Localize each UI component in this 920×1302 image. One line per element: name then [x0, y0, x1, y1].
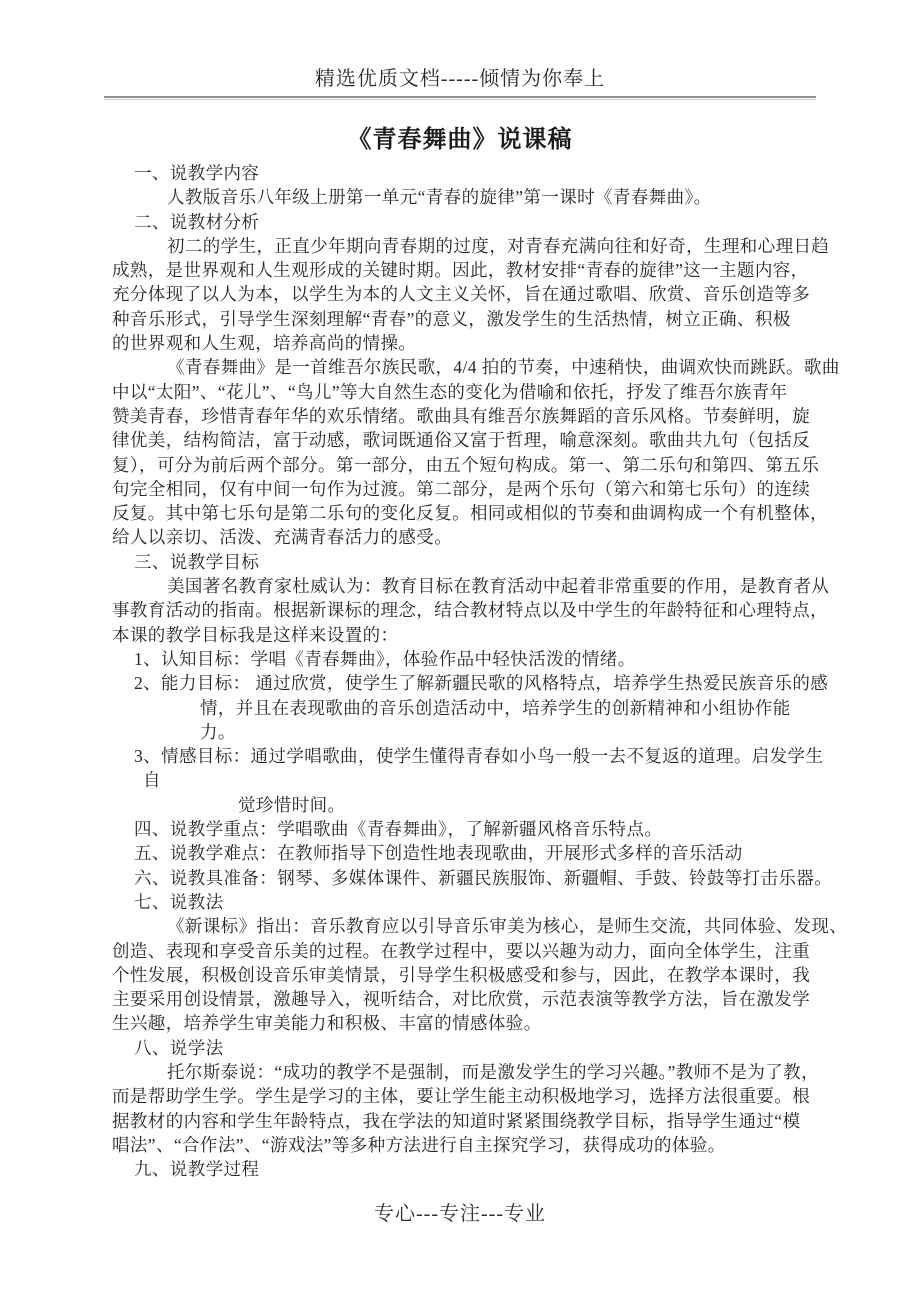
- document-line: 力。: [200, 721, 236, 742]
- document-line: 六、说教具准备：钢琴、多媒体课件、新疆民族服饰、新疆帽、手鼓、铃鼓等打击乐器。: [134, 867, 833, 888]
- document-line: 3、情感目标：通过学唱歌曲，使学生懂得青春如小鸟一般一去不复返的道理。启发学生: [134, 746, 824, 767]
- document-line: 充分体现了以人为本，以学生为本的人文主义关怀，旨在通过歌唱、欣赏、音乐创造等多: [112, 284, 811, 305]
- document-line: 情，并且在表现歌曲的音乐创造活动中，培养学生的创新精神和小组协作能: [200, 697, 791, 718]
- document-line: 律优美，结构简洁，富于动感，歌词既通俗又富于哲理，喻意深刻。歌曲共九句（包括反: [112, 430, 811, 451]
- document-line: 个性发展，积极创设音乐审美情景，引导学生积极感受和参与，因此，在教学本课时，我: [112, 964, 811, 985]
- document-line: 二、说教材分析: [134, 211, 260, 232]
- document-line: 三、说教学目标: [134, 551, 260, 572]
- document-line: 初二的学生，正直少年期向青春期的过度，对青春充满向往和好奇，生理和心理日趋: [167, 235, 830, 256]
- document-line: 主要采用创设情景，激趣导入，视听结合，对比欣赏，示范表演等教学方法，旨在激发学: [112, 989, 811, 1010]
- document-body: [112, 161, 848, 1181]
- document-line: 种音乐形式，引导学生深刻理解“青春”的意义，激发学生的生活热情，树立正确、积极: [112, 308, 791, 329]
- document-line: 反复。其中第七乐句是第二乐句的变化反复。相同或相似的节奏和曲调构成一个有机整体，: [112, 503, 828, 524]
- document-line: 1、认知目标：学唱《青春舞曲》，体验作品中轻快活泼的情绪。: [134, 648, 636, 669]
- document-line: 四、说教学重点：学唱歌曲《青春舞曲》，了解新疆风格音乐特点。: [134, 819, 663, 840]
- document-line: 2、能力目标： 通过欣赏，使学生了解新疆民歌的风格特点，培养学生热爱民族音乐的感: [134, 673, 829, 694]
- page-footer-text: 专心---专注---专业: [374, 1203, 546, 1225]
- document-line: 觉珍惜时间。: [238, 794, 346, 815]
- document-line: 美国著名教育家杜威认为：教育目标在教育活动中起着非常重要的作用，是教育者从: [167, 576, 830, 597]
- document-line: 唱法”、“合作法”、“游戏法”等多种方法进行自主探究学习，获得成功的体验。: [112, 1134, 726, 1155]
- document-line: 的世界观和人生观，培养高尚的情操。: [112, 333, 417, 354]
- document-line: 成熟，是世界观和人生观形成的关键时期。因此，教材安排“青春的旋律”这一主题内容，: [112, 260, 809, 281]
- document-line: 复），可分为前后两个部分。第一部分，由五个短句构成。第一、第二乐句和第四、第五乐: [112, 454, 820, 475]
- document-line: 本课的教学目标我是这样来设置的：: [112, 624, 399, 645]
- document-line: 中以“太阳”、“花儿”、“鸟儿”等大自然生态的变化为借喻和依托，抒发了维吾尔族青年: [112, 381, 788, 402]
- document-title: 《青春舞曲》说课稿: [347, 127, 573, 153]
- document-line: 一、说教学内容: [134, 163, 260, 183]
- document-line: 《青春舞曲》是一首维吾尔族民歌，4/4 拍的节奏，中速稍快，曲调欢快而跳跃。歌曲: [167, 357, 840, 378]
- document-line: 八、说学法: [134, 1037, 224, 1058]
- document-line: 事教育活动的指南。根据新课标的理念，结合教材特点以及中学生的年龄特征和心理特点，: [112, 600, 828, 621]
- page-header-text: 精选优质文档-----倾情为你奉上: [314, 68, 606, 90]
- document-line: 九、说教学过程: [134, 1159, 260, 1180]
- document-line: 人教版音乐八年级上册第一单元“青春的旋律”第一课时《青春舞曲》。: [167, 187, 712, 208]
- document-line: 七、说教法: [134, 891, 224, 912]
- document-line: 《新课标》指出：音乐教育应以引导音乐审美为核心，是师生交流，共同体验、发现、: [167, 916, 848, 937]
- document-line: 给人以亲切、活泼、充满青春活力的感受。: [112, 527, 453, 548]
- document-line: 托尔斯泰说：“成功的教学不是强制，而是激发学生的学习兴趣。”教师不是为了教，: [167, 1061, 819, 1082]
- document-line: 五、说教学难点：在教师指导下创造性地表现歌曲，开展形式多样的音乐活动: [134, 843, 743, 864]
- document-line: 创造、表现和享受音乐美的过程。在教学过程中，要以兴趣为动力，面向全体学生，注重: [112, 940, 811, 961]
- document-line: 而是帮助学生学。学生是学习的主体，要让学生能主动积极地学习，选择方法很重要。根: [112, 1086, 811, 1107]
- document-line: 赞美青春，珍惜青春年华的欢乐情绪。歌曲具有维吾尔族舞蹈的音乐风格。节奏鲜明，旋: [112, 405, 811, 426]
- header-divider: [104, 96, 816, 100]
- document-line: 句完全相同，仅有中间一句作为过渡。第二部分，是两个乐句（第六和第七乐句）的连续: [112, 478, 811, 499]
- document-line: 生兴趣，培养学生审美能力和积极、丰富的情感体验。: [112, 1013, 542, 1034]
- document-line: 自: [143, 770, 161, 791]
- document-line: 据教材的内容和学生年龄特点，我在学法的知道时紧紧围绕教学目标，指导学生通过“模: [112, 1110, 801, 1131]
